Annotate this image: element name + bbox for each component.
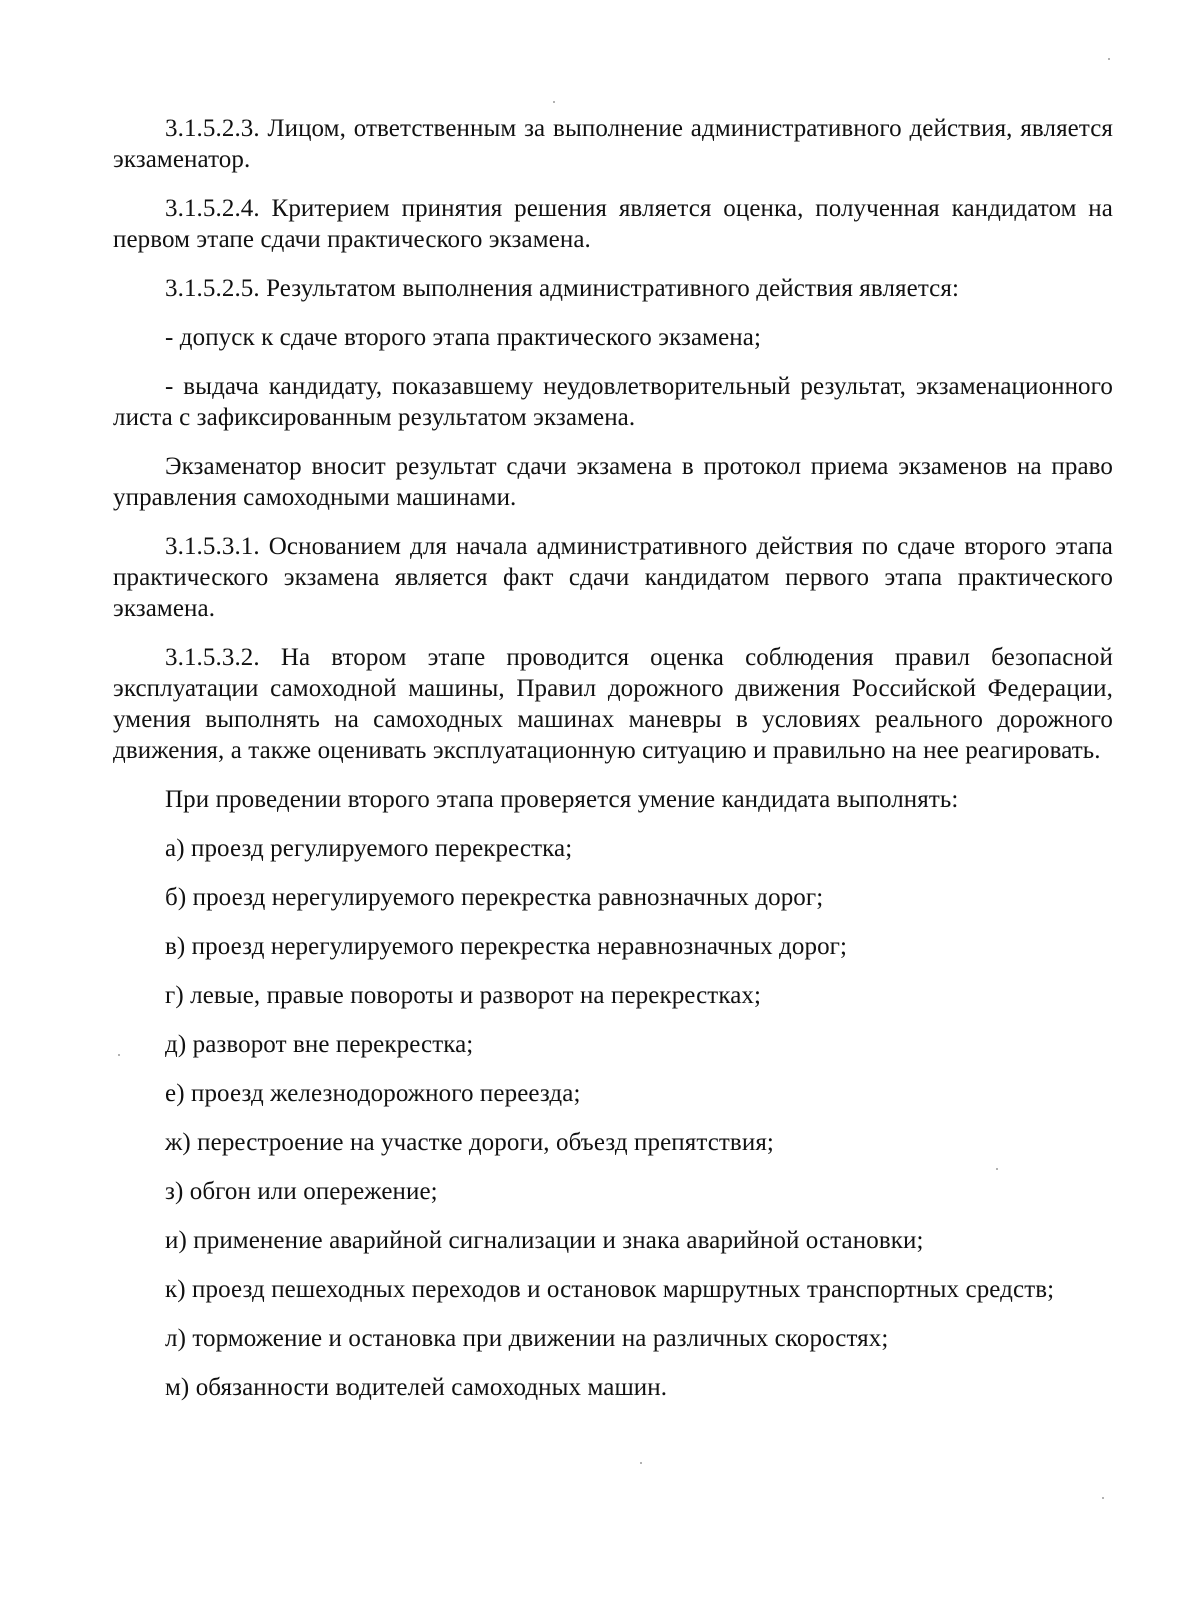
list-item-b: б) проезд нерегулируемого перекрестка равнозначных дорог; xyxy=(165,884,824,911)
document-body xyxy=(113,113,1113,1421)
scan-speck xyxy=(640,1462,642,1464)
list-item-e: е) проезд железнодорожного переезда; xyxy=(165,1080,581,1107)
list-item-k: к) проезд пешеходных переходов и остановок маршрутных транспортных средств; xyxy=(165,1276,1055,1303)
list-item-zh: ж) перестроение на участке дороги, объезд препятствия; xyxy=(165,1129,774,1156)
list-item-g: г) левые, правые повороты и разворот на перекрестках; xyxy=(165,982,762,1009)
list-item-v: в) проезд нерегулируемого перекрестка неравнозначных дорог; xyxy=(165,933,848,960)
scan-speck xyxy=(553,101,555,103)
paragraph-3-1-5-2-5: 3.1.5.2.5. Результатом выполнения административного действия является: xyxy=(165,275,960,302)
paragraph-3-1-5-2-4: 3.1.5.2.4. Критерием принятия решения является оценка, полученная кандидатом на первом этапе сдачи практического экзамена. xyxy=(113,195,1113,253)
list-item-exam-sheet: - выдача кандидату, показавшему неудовлетворительный результат, экзаменационного листа с зафиксированным результатом экзамена. xyxy=(113,373,1113,431)
list-item-i: и) применение аварийной сигнализации и знака аварийной остановки; xyxy=(165,1227,924,1254)
paragraph-3-1-5-3-2: 3.1.5.3.2. На втором этапе проводится оценка соблюдения правил безопасной эксплуатации самоходной машины, Правил дорожного движения Российской Федерации, умения выполнять на самоходных машинах маневры в условиях реального дорожного движения, а также оценивать эксплуатационную ситуацию и правильно на нее реагировать. xyxy=(113,644,1113,764)
scan-speck xyxy=(1102,1497,1104,1499)
list-item-l: л) торможение и остановка при движении на различных скоростях; xyxy=(165,1325,889,1352)
paragraph-3-1-5-3-1: 3.1.5.3.1. Основанием для начала административного действия по сдаче второго этапа практического экзамена является факт сдачи кандидатом первого этапа практического экзамена. xyxy=(113,533,1113,622)
list-item-m: м) обязанности водителей самоходных машин. xyxy=(165,1374,668,1401)
paragraph-second-stage-intro: При проведении второго этапа проверяется умение кандидата выполнять: xyxy=(165,786,959,813)
list-item-d: д) разворот вне перекрестка; xyxy=(165,1031,474,1058)
paragraph-examiner-protocol: Экзаменатор вносит результат сдачи экзамена в протокол приема экзаменов на право управления самоходными машинами. xyxy=(113,453,1113,511)
list-item-z: з) обгон или опережение; xyxy=(165,1178,438,1205)
list-item-admission: - допуск к сдаче второго этапа практического экзамена; xyxy=(165,324,762,351)
list-item-a: а) проезд регулируемого перекрестка; xyxy=(165,835,573,862)
paragraph-3-1-5-2-3: 3.1.5.2.3. Лицом, ответственным за выполнение административного действия, является экзаменатор. xyxy=(113,115,1113,173)
scan-speck xyxy=(1108,58,1110,60)
